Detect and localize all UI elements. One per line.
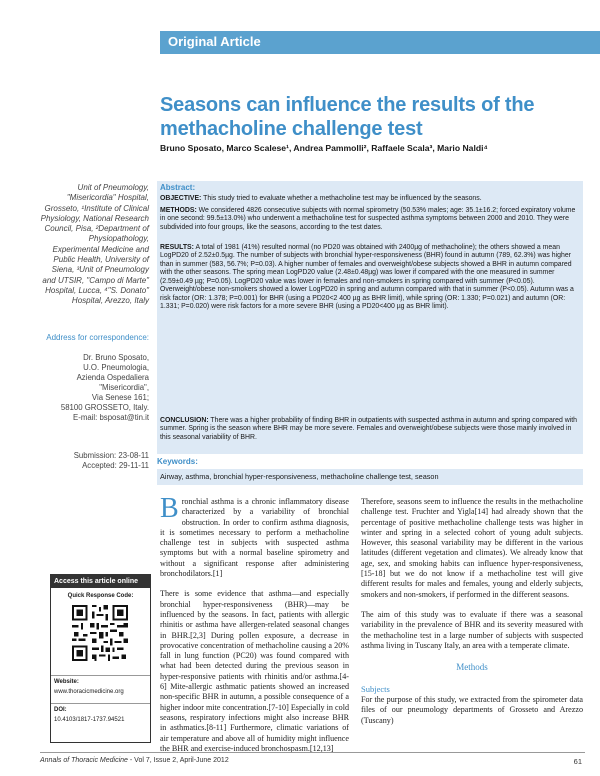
accepted-date: Accepted: 29-11-11 (82, 461, 149, 470)
body-paragraph (160, 493, 349, 579)
website-label: Website: (54, 679, 79, 685)
body-paragraph: Therefore, seasons seem to influence the results in the methacholine challenge test. Fruchter and Yigla[14] had already shown that the percentage of positive methacholine challenge tests was higher in winter and spring in a selected cohort of young adult subjects. However, this seasonal variability may be different in the various latitudes (different vegetation and climates). We already know that age, sex, and smoking habits can influence hyper-responsiveness,[15-18] but we do not know if a methacholine test will give different results for males and females, young and elderly subjects, smokers and non-smokers, if performed in the different seasons. (361, 497, 583, 599)
issue-details: - Vol 7, Issue 2, April-June 2012 (127, 757, 229, 764)
objective-label: OBJECTIVE: (160, 195, 202, 202)
drop-cap: B (160, 493, 179, 524)
doi-label: DOI: (54, 707, 67, 713)
body-paragraph: For the purpose of this study, we extracted from the spirometer data files of our pneumology departments of Grosseto and Arezzo (Tuscany) (361, 695, 583, 725)
abstract-objective (160, 195, 580, 203)
section-heading-methods: Methods (456, 662, 488, 673)
journal-name: Annals of Thoracic Medicine (40, 757, 128, 764)
methods-text: We considered 4826 consecutive subjects with normal spirometry (50.53% males; age: 35.1±16.2; forced expiratory volume in one second: 99.5±13.0%) who underwent a methacholine test for suspected asthma symptoms between 2000 and 2010. They were subdivided into four groups, like the seasons, according to the test dates. (160, 207, 576, 231)
email-line: E-mail: bsposat@tin.it (73, 413, 149, 422)
address-line: U.O. Pneumologia, (83, 363, 149, 372)
page-number: 61 (573, 757, 582, 766)
section-banner (160, 31, 600, 54)
body-paragraph: The aim of this study was to evaluate if there was a seasonal variability in the prevalence of BHR and its severity measured with the methacholine test in a large number of subjects with suspected asthma living in Tuscany Italy, an area with a temperate climate. (361, 609, 583, 650)
access-heading: Access this article online (51, 575, 150, 588)
conclusion-text: There was a higher probability of finding BHR in outpatients with suspected asthma in autumn and spring compared with summer. Spring is the season where BHR may be more severe. Females and overweight/obese subjects were those mainly involved in this seasonal variability of BHR. (160, 417, 577, 441)
article-title: Seasons can influence the results of the methacholine challenge test (160, 94, 535, 140)
abstract-results (160, 244, 580, 312)
abstract-box (157, 181, 583, 454)
address-line: 58100 GROSSETO, Italy. (60, 403, 149, 412)
abstract-methods (160, 207, 580, 232)
body-column-left (160, 493, 349, 754)
address-line: Azienda Ospedaliera (76, 373, 149, 382)
results-text: A total of 1981 (41%) resulted normal (no PD20 was obtained with 2400µg of methacholine); the others showed a mean LogPD20 of 2.52±0.5µg. The number of subjects with bronchial hyper-responsiveness (BHR) found in autumn (789, 62.3%) was higher than in summer (583, 56.7%; P=0.03). A higher number of females and overweight/obese subjects showed a BHR in autumn compared with the other seasons. The spring mean LogPD20 value (2.48±0.48µg) was lower if compared with the one measured in summer (2.59±0.49 µg; P=0.05). LogPD20 value was lower in females and non-smokers in spring compared with summer (P<0.05). Overweight/obese non-smokers showed a lower LogPD20 in spring and autumn compared with that in summer (P<0.05). Autumn was a risk factor (OR: 1.378; P=0.001) for BHR (using a PD20<2 400 µg as BHR limit), while spring (OR: 1.330; P=0.021) and autumn (OR: 1.331; P=0.020) were risk factors for a more severe BHR (using a PD20<400 µg as BHR limit). (160, 244, 574, 311)
keywords-text: Airway, asthma, bronchial hyper-responsiveness, methacholine challenge test, season (160, 472, 439, 481)
author-list: Bruno Sposato, Marco Scalese¹, Andrea Pammolli², Raffaele Scala³, Mario Naldi⁴ (160, 143, 488, 153)
access-article-box (50, 574, 151, 743)
section-label: Original Article (168, 34, 261, 49)
address-line: Dr. Bruno Sposato, (83, 353, 149, 362)
subsection-heading-subjects: Subjects (361, 684, 390, 695)
address-line: Via Senese 161; (91, 393, 149, 402)
abstract-conclusion (160, 417, 580, 442)
correspondence-address (40, 353, 149, 423)
qr-code-icon[interactable] (72, 605, 128, 661)
keywords-box (157, 469, 583, 485)
website-link[interactable]: www.thoracicmedicine.org (54, 689, 124, 695)
conclusion-label: CONCLUSION: (160, 417, 209, 424)
correspondence-heading: Address for correspondence: (46, 333, 149, 342)
methods-label: METHODS: (160, 207, 197, 214)
qr-code-label: Quick Response Code: (67, 593, 134, 599)
article-dates (40, 451, 149, 471)
keywords-heading: Keywords: (157, 457, 198, 466)
affiliations: Unit of Pneumology, "Misericordia" Hospital, Grosseto, ¹Institute of Clinical Physiology, National Research Council, Pisa, ²Department of Physiopathology, Experimental Medicine and Public Health, University of Siena, ³Unit of Pneumology and UTSIR, "Campo di Marte" Hospital, Lucca, ⁴"S. Donato" Hospital, Arezzo, Italy (40, 183, 149, 306)
address-line: "Misericordia", (99, 383, 149, 392)
results-label: RESULTS: (160, 244, 194, 251)
objective-text: This study tried to evaluate whether a methacholine test may be influenced by the seasons. (203, 195, 482, 202)
body-column-right (361, 497, 583, 726)
paragraph-text: ronchial asthma is a chronic inflammatory disease characterized by a variability of bronchial obstruction. In order to confirm asthma diagnosis, it is sometimes necessary to perform a methacholine challenge test in subjects with suspected asthma symptoms but with a normal baseline spirometry and without a significant response after administering bronchodilators.[1] (160, 497, 349, 579)
journal-footer (40, 757, 229, 764)
body-paragraph: There is some evidence that asthma—and especially bronchial hyper-responsiveness (BHR)—may be influenced by the seasons. In fact, patients with allergic rhinitis or asthma have allergen-related seasonal changes in BHR.[2,3] During pollen exposure, a decrease in provocative concentration of methacholine causing a 20% fall in lung function (PC20) was found compared with what had been detected during the previous season in hyper-responsive patients with rhinitis and/or asthma.[4-6] Mite-allergic asthmatic patients showed an increased non-specific BHR in autumn, a possible consequence of a higher indoor mite concentration.[7-10] Especially in cold seasons, respiratory infections might also increase BHR in asthmatics.[8-11] Furthermore, climatic variations of air temperature and above all of humidity might influence the BHR and exercise-induced bronchospasm.[12,13] (160, 589, 349, 753)
abstract-heading: Abstract: (160, 183, 196, 192)
submission-date: Submission: 23-08-11 (73, 451, 149, 460)
doi-link[interactable]: 10.4103/1817-1737.94521 (54, 717, 125, 723)
